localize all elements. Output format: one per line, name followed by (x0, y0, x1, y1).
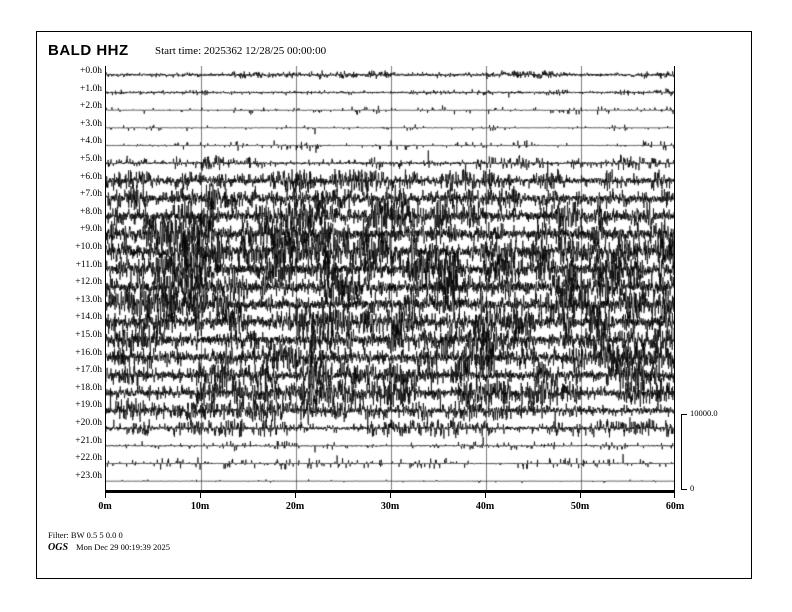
time-tick-label: 20m (285, 501, 305, 512)
scale-line (681, 414, 682, 490)
hour-label: +3.0h (80, 118, 102, 129)
start-time-label: Start time: 2025362 12/28/25 00:00:00 (155, 45, 327, 57)
hour-label: +4.0h (80, 136, 102, 147)
page-title: BALD HHZ (48, 42, 129, 59)
amplitude-scale-bar (681, 408, 721, 493)
hour-axis (40, 60, 102, 500)
hour-label: +13.0h (75, 294, 102, 305)
hour-label: +5.0h (80, 154, 102, 164)
time-tick (200, 493, 201, 498)
hour-label: +10.0h (75, 242, 102, 252)
hour-label: +12.0h (75, 277, 102, 288)
hour-label: +17.0h (75, 365, 102, 376)
hour-label: +15.0h (75, 330, 102, 340)
time-tick (295, 493, 296, 498)
hour-label: +9.0h (80, 224, 102, 235)
seismogram-canvas (106, 66, 675, 490)
hour-label: +14.0h (75, 312, 102, 323)
hour-label: +19.0h (75, 400, 102, 411)
scale-bottom-tick (681, 489, 687, 490)
hour-label: +21.0h (75, 435, 102, 446)
time-tick (674, 493, 675, 498)
hour-label: +22.0h (75, 453, 102, 464)
hour-label: +6.0h (80, 171, 102, 182)
time-tick-label: 0m (98, 501, 112, 512)
hour-label: +2.0h (80, 101, 102, 112)
scale-min-label: 0 (690, 483, 695, 493)
hour-label: +20.0h (75, 418, 102, 428)
hour-label: +23.0h (75, 470, 102, 481)
hour-label: +16.0h (75, 347, 102, 358)
time-tick (580, 493, 581, 498)
time-tick-label: 40m (475, 501, 495, 512)
hour-label: +8.0h (80, 206, 102, 217)
time-tick-label: 50m (570, 501, 590, 512)
time-tick (390, 493, 391, 498)
footer-credit-row (48, 541, 448, 554)
hour-label: +11.0h (75, 259, 102, 270)
scale-max-label: 10000.0 (690, 408, 718, 418)
hour-label: +0.0h (80, 66, 102, 76)
render-timestamp: Mon Dec 29 00:19:39 2025 (76, 542, 170, 552)
time-axis (98, 490, 685, 520)
time-tick-label: 30m (380, 501, 400, 512)
time-tick-label: 10m (190, 501, 210, 512)
hour-label: +18.0h (75, 382, 102, 393)
footer (48, 529, 448, 554)
time-tick-label: 60m (665, 501, 685, 512)
seismogram-plot (105, 66, 675, 490)
scale-top-tick (681, 414, 687, 415)
filter-label: Filter: BW 0.5 5 0.0 0 (48, 530, 123, 540)
time-tick (485, 493, 486, 498)
hour-label: +1.0h (80, 83, 102, 94)
time-tick (105, 493, 106, 498)
hour-label: +7.0h (80, 189, 102, 200)
organization-label: OGS (48, 542, 69, 553)
